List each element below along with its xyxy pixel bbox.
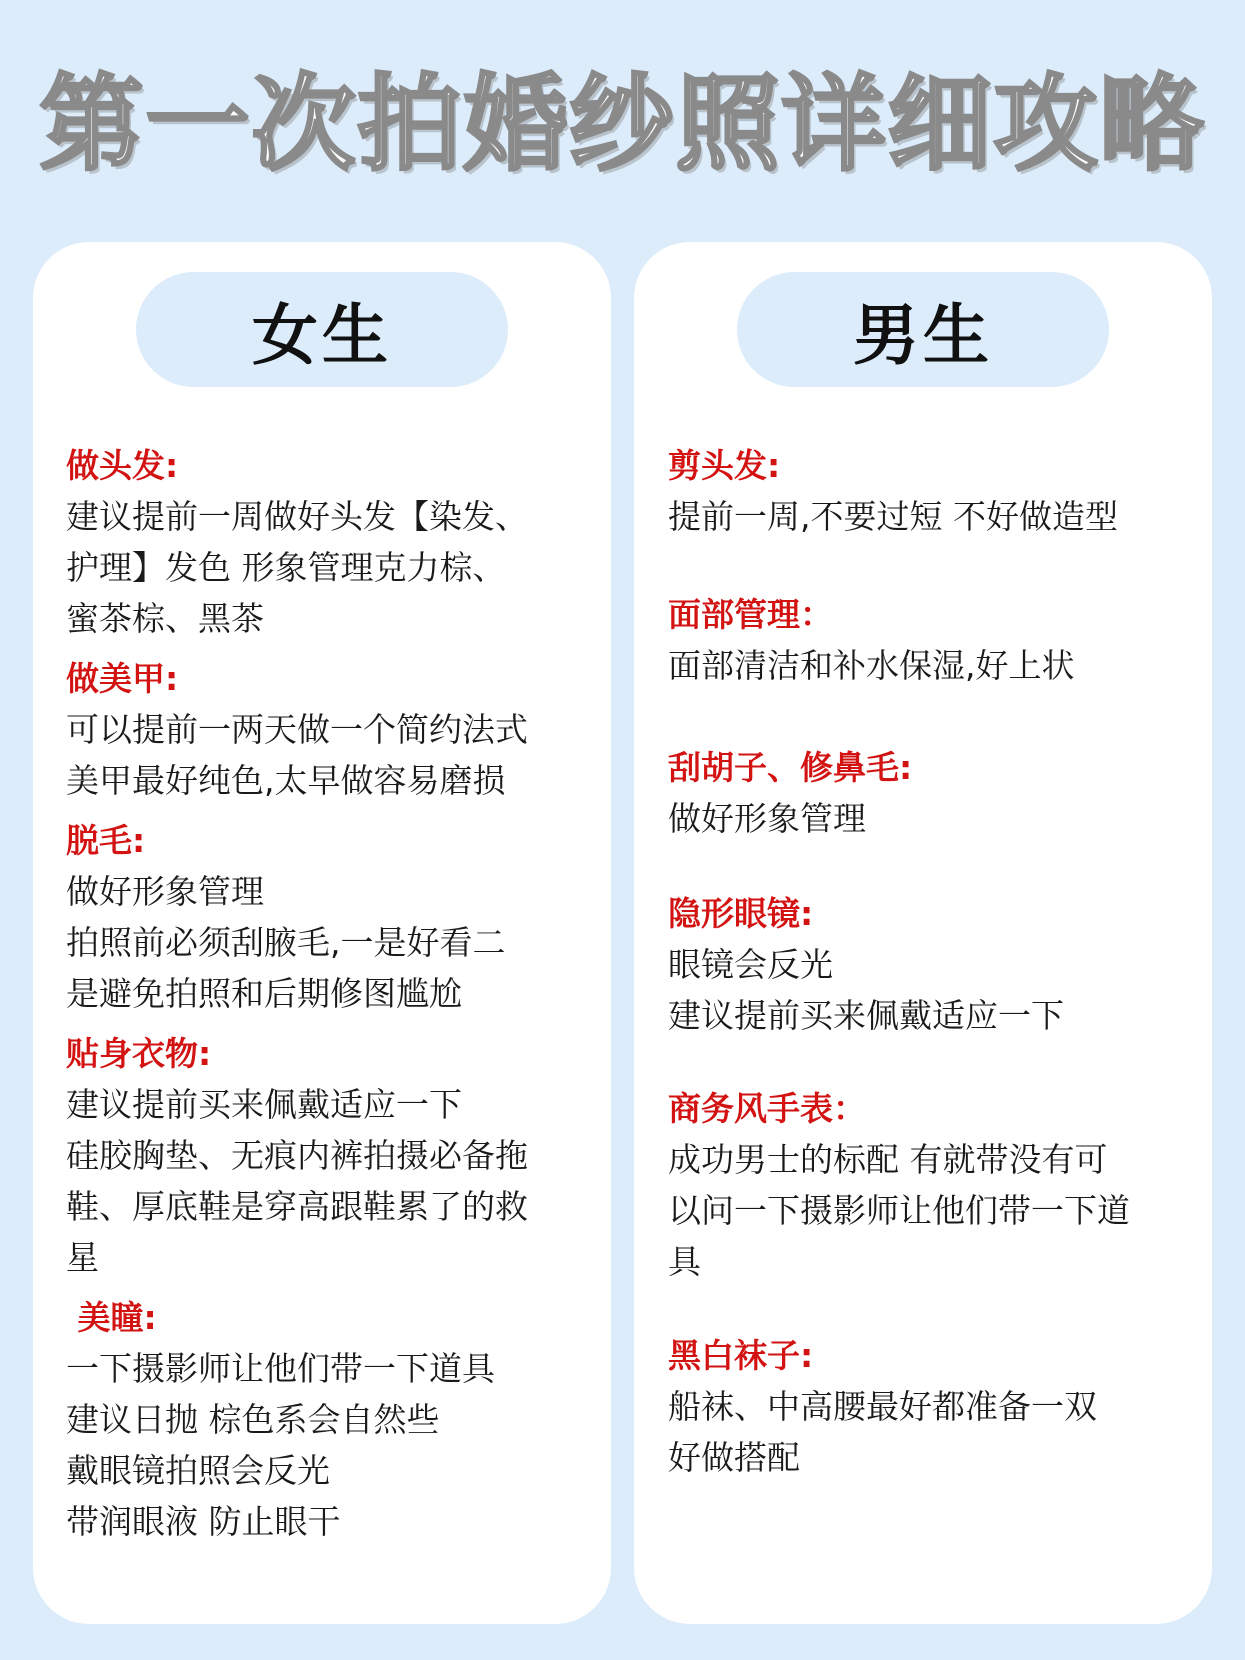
female-sections xyxy=(66,440,596,1547)
section-line: 拍照前必须刮腋毛,一是好看二 xyxy=(66,923,506,962)
section-title: 面部管理： xyxy=(668,595,833,634)
male-card xyxy=(634,242,1212,1624)
section-haircut xyxy=(668,440,1198,542)
section-line: 做好形象管理 xyxy=(66,872,264,911)
section-title: 剪头发: xyxy=(668,446,781,485)
female-card xyxy=(33,242,611,1624)
section-line: 好做搭配 xyxy=(668,1438,800,1477)
section-face-care xyxy=(668,589,1198,691)
section-line: 蜜茶棕、黑茶 xyxy=(66,599,264,638)
female-heading: 女生 xyxy=(136,272,508,387)
section-line: 是避免拍照和后期修图尴尬 xyxy=(66,974,462,1013)
section-hair-removal xyxy=(66,815,596,1019)
section-line: 带润眼液 防止眼干 xyxy=(66,1502,341,1541)
page-title: 第一次拍婚纱照详细攻略 xyxy=(39,63,1206,185)
section-line: 建议日抛 棕色系会自然些 xyxy=(66,1400,440,1439)
section-line: 建议提前买来佩戴适应一下 xyxy=(66,1085,462,1124)
section-nails xyxy=(66,653,596,806)
male-heading: 男生 xyxy=(737,272,1109,387)
section-line: 可以提前一两天做一个简约法式 xyxy=(66,710,528,749)
section-line: 建议提前买来佩戴适应一下 xyxy=(668,996,1064,1035)
section-title: 隐形眼镜: xyxy=(668,894,814,933)
section-title: 贴身衣物: xyxy=(66,1034,212,1073)
section-underwear xyxy=(66,1028,596,1283)
section-line: 眼镜会反光 xyxy=(668,945,833,984)
section-contacts xyxy=(66,1292,596,1547)
section-title: 刮胡子、修鼻毛: xyxy=(668,748,913,787)
section-title: 做头发: xyxy=(66,446,179,485)
section-title: 脱毛: xyxy=(66,821,146,860)
section-line: 建议提前一周做好头发【染发、 xyxy=(66,497,528,536)
section-title: 做美甲: xyxy=(66,659,179,698)
section-title: 美瞳: xyxy=(66,1298,157,1337)
section-line: 星 xyxy=(66,1238,99,1277)
section-title: 黑白袜子: xyxy=(668,1336,814,1375)
section-title: 商务风手表： xyxy=(668,1089,866,1128)
section-hair xyxy=(66,440,596,644)
male-sections xyxy=(668,440,1198,1483)
section-line: 做好形象管理 xyxy=(668,799,866,838)
section-watch xyxy=(668,1083,1198,1287)
section-line: 护理】发色 形象管理克力棕、 xyxy=(66,548,506,587)
section-shave xyxy=(668,742,1198,844)
section-line: 硅胶胸垫、无痕内裤拍摄必备拖 xyxy=(66,1136,528,1175)
section-line: 船袜、中高腰最好都准备一双 xyxy=(668,1387,1097,1426)
section-line: 鞋、厚底鞋是穿高跟鞋累了的救 xyxy=(66,1187,528,1226)
section-line: 成功男士的标配 有就带没有可 xyxy=(668,1140,1108,1179)
section-line: 戴眼镜拍照会反光 xyxy=(66,1451,330,1490)
section-contact-lenses xyxy=(668,888,1198,1041)
section-line: 美甲最好纯色,太早做容易磨损 xyxy=(66,761,506,800)
section-line: 具 xyxy=(668,1242,701,1281)
section-socks xyxy=(668,1330,1198,1483)
section-line: 一下摄影师让他们带一下道具 xyxy=(66,1349,495,1388)
section-line: 面部清洁和补水保湿,好上状 xyxy=(668,646,1075,685)
section-line: 以问一下摄影师让他们带一下道 xyxy=(668,1191,1130,1230)
section-line: 提前一周,不要过短 不好做造型 xyxy=(668,497,1118,536)
